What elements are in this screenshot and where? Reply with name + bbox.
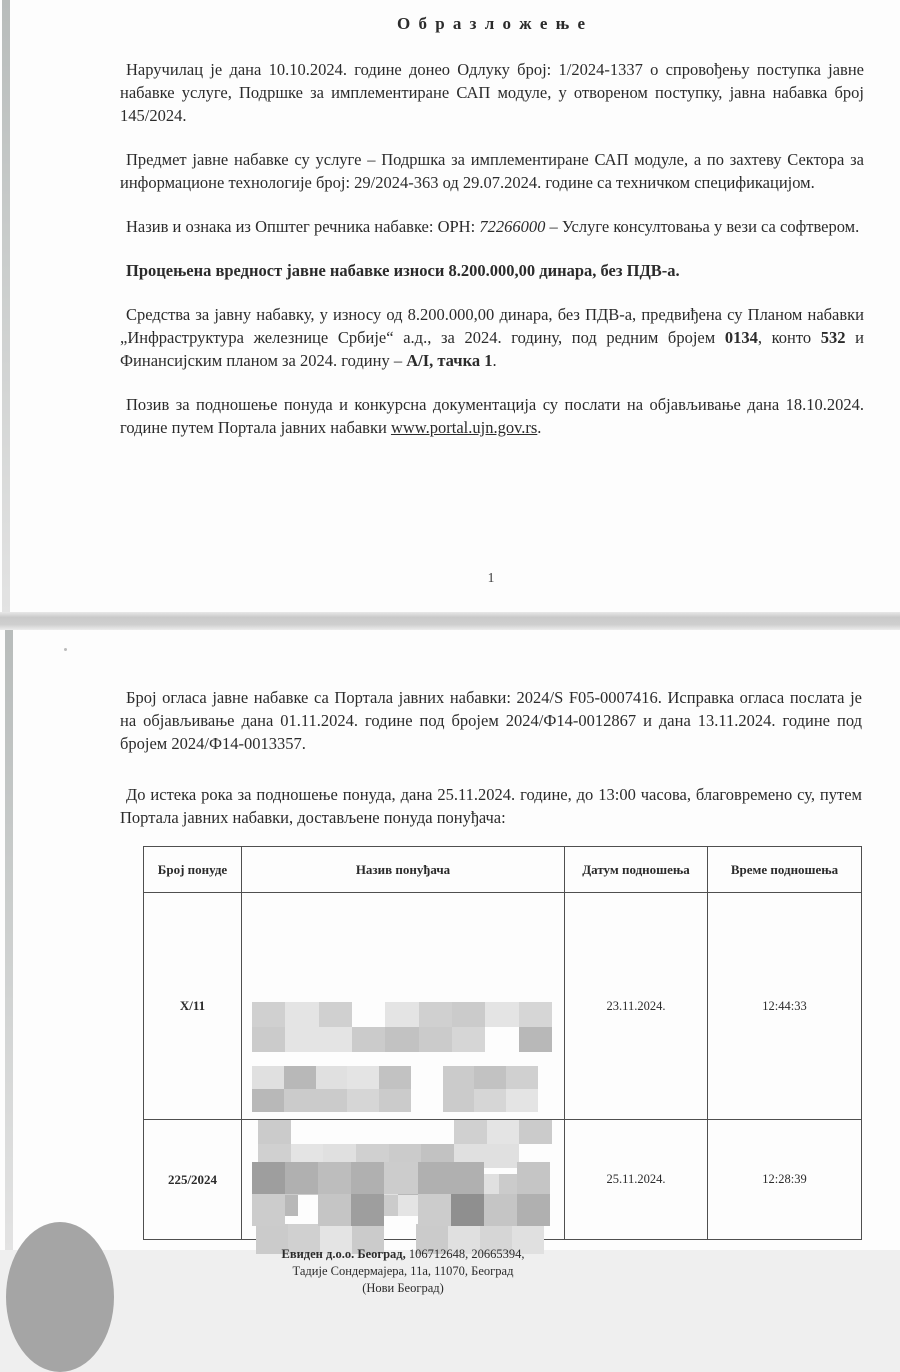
text-segment: Назив и ознака из Општег речника набавке: ОРН:	[126, 217, 480, 236]
text-segment: Наручилац је дана 10.10.2024. године донео Одлуку број: 1/2024-1337 о спровођењу поступка јавне набавке услуге, Подршке за имплементиране САП модуле, у отвореном поступку, јавна набавка број 145/2024.	[120, 60, 864, 125]
text-segment: , конто	[757, 328, 821, 347]
col-header-offer-number: Број понуде	[144, 847, 242, 893]
paragraph	[120, 393, 864, 439]
text-segment: Процењена вредност јавне набавке износи 8.200.000,00 динара, без ПДВ-а.	[126, 261, 680, 280]
page-2-paragraphs	[120, 686, 862, 829]
text-segment: 0134	[724, 328, 758, 347]
text-segment: Средства за јавну набавку, у износу од 8.200.000,00 динара, без ПДВ-а, предвиђена су Планом набавки „Инфраструктура железнице Србије“ а.д., за 2024. годину, под редним бројем	[120, 305, 864, 347]
text-segment: и Финансијским планом за 2024. годину –	[120, 328, 864, 370]
bidder-ids: 106712648, 20665394,	[405, 1246, 525, 1261]
text-segment: .	[492, 351, 497, 370]
scan-edge-left	[2, 0, 10, 612]
text-segment: А/I, тачка 1	[406, 351, 493, 370]
scan-speck	[64, 648, 67, 651]
col-header-submission-time: Време подношења	[708, 847, 862, 893]
document-page-1	[0, 0, 900, 612]
redacted-content	[252, 1066, 538, 1112]
page-1-paragraphs	[120, 58, 864, 439]
submission-time-cell: 12:44:33	[708, 893, 862, 1120]
redacted-content	[252, 1162, 550, 1226]
text-segment: 72266000	[479, 217, 546, 236]
paragraph	[120, 58, 864, 127]
paragraph	[120, 783, 862, 829]
text-segment: – Услуге консултовања у вези са софтвером.	[545, 217, 860, 236]
text-segment: Предмет јавне набавке су услуге – Подршка за имплементиране САП модуле, а по захтеву Сектора за информационе технологије број: 29/2024-363 од 29.07.2024. године са техничком спецификацијом.	[120, 150, 864, 192]
document-page-2	[0, 630, 900, 1295]
page-1-content	[120, 8, 864, 439]
scan-shadow-blob	[6, 1222, 114, 1372]
paragraph	[120, 303, 864, 372]
text-segment: Број огласа јавне набавке са Портала јавних набавки: 2024/S F05-0007416. Исправка огласа послата је на објављивање дана 01.11.2024. године под бројем 2024/Ф14-0012867 и дана 13.11.2024. године под бројем 2024/Ф14-0013357.	[120, 688, 862, 753]
offer-number-cell: Х/11	[144, 893, 242, 1120]
doc-title: О б р а з л о ж е њ е	[396, 14, 587, 33]
table-row	[144, 893, 862, 1120]
paragraph	[120, 259, 864, 282]
col-header-bidder-name: Назив понуђача	[242, 847, 565, 893]
submission-date-cell: 23.11.2024.	[565, 893, 708, 1120]
portal-link[interactable]: www.portal.ujn.gov.rs	[390, 418, 538, 437]
bidder-address-2: (Нови Београд)	[362, 1280, 444, 1295]
text-segment: До истека рока за подношење понуда, дана 25.11.2024. године, до 13:00 часова, благовремено су, путем Портала јавних набавки, достављене понуда понуђача:	[120, 785, 862, 827]
redacted-content	[252, 1002, 552, 1052]
offers-table	[143, 846, 862, 1295]
paragraph	[120, 686, 862, 755]
offer-number-cell: 225/2024	[144, 1120, 242, 1240]
text-segment: .	[537, 418, 542, 437]
page-number: 1	[487, 570, 495, 585]
scan-edge-left	[5, 630, 13, 1250]
submission-date-cell: 25.11.2024.	[565, 1120, 708, 1240]
page-gap	[0, 612, 900, 630]
bidder-details	[242, 1246, 564, 1297]
submission-time-cell: 12:28:39	[708, 1120, 862, 1240]
text-segment: 532	[820, 328, 846, 347]
paragraph	[120, 215, 864, 238]
bidder-address: Тадије Сондермајера, 11а, 11070, Београд	[292, 1263, 514, 1278]
bidder-name: Евиден д.о.о. Београд,	[281, 1246, 406, 1261]
text-segment: Позив за подношење понуда и конкурсна документација су послати на објављивање дана 18.10.2024. године путем Портала јавних набавки	[120, 395, 864, 437]
page-2-content	[120, 686, 862, 829]
table-header-row	[144, 847, 862, 893]
paragraph	[120, 148, 864, 194]
bidder-name-cell	[242, 893, 565, 1120]
col-header-submission-date: Датум подношења	[565, 847, 708, 893]
